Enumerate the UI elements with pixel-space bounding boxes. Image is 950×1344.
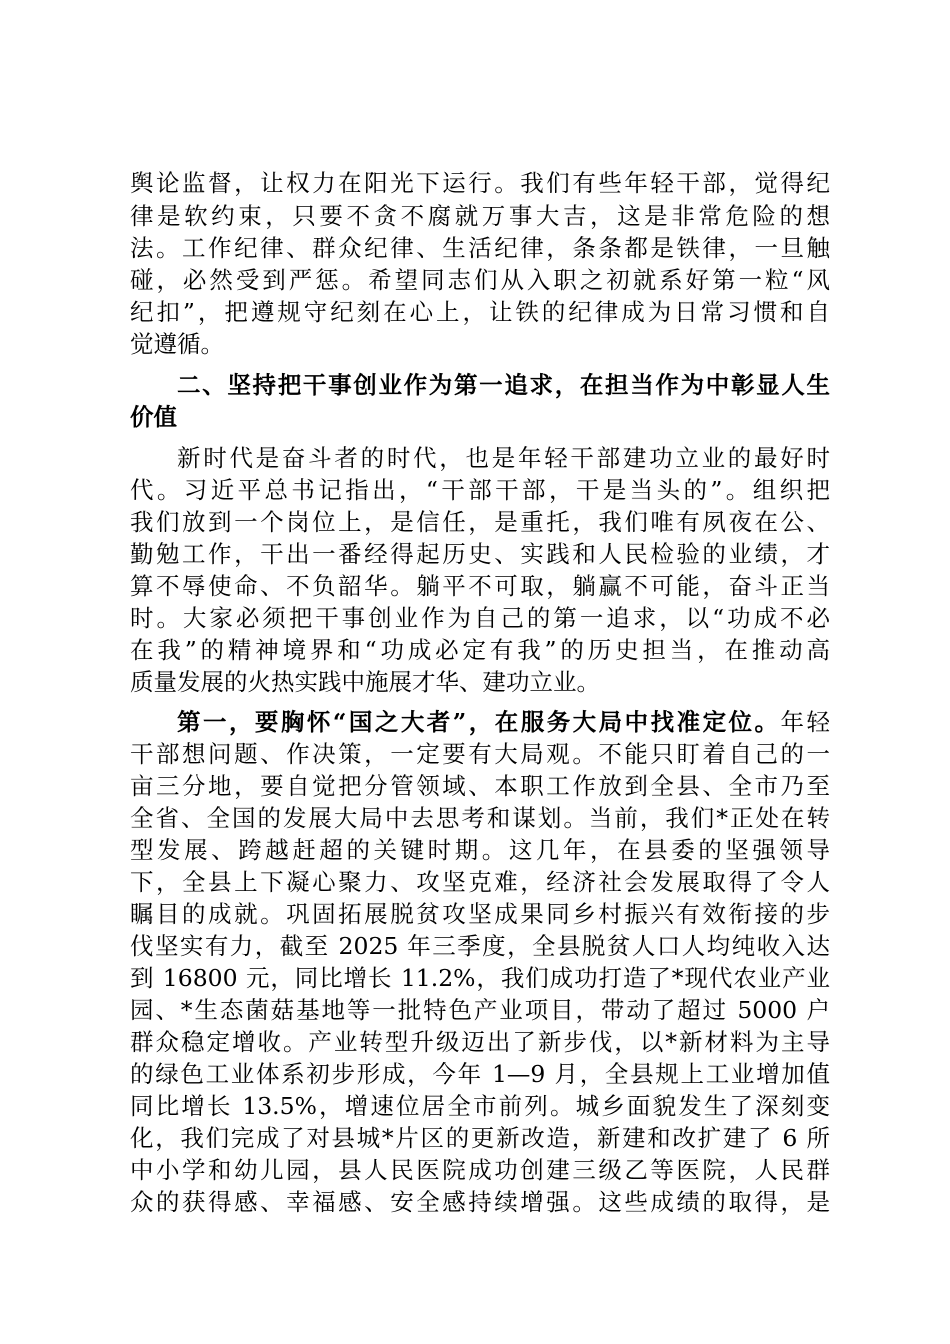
para3-line: 中小学和幼儿园，县人民医院成功创建三级乙等医院，人民群 [130,1156,830,1184]
para3-line: 众的获得感、幸福感、安全感持续增强。这些成绩的取得，是 [130,1188,830,1216]
para3-line: 群众稳定增收。产业转型升级迈出了新步伐，以*新材料为主导 [130,1028,830,1056]
para1-line: 舆论监督，让权力在阳光下运行。我们有些年轻干部，觉得纪 [130,169,830,197]
para1-line: 纪扣”，把遵规守纪刻在心上，让铁的纪律成为日常习惯和自 [130,298,830,326]
para1-line: 法。工作纪律、群众纪律、生活纪律，条条都是铁律，一旦触 [130,234,830,262]
para1-line: 觉遵循。 [130,330,224,358]
para3-line: 的绿色工业体系初步形成，今年 1—9 月，全县规上工业增加值 [130,1060,830,1088]
para2-line: 代。习近平总书记指出，“干部干部，干是当头的”。组织把 [130,476,830,504]
para2-line: 质量发展的火热实践中施展才华、建功立业。 [130,668,600,696]
para2-line: 我们放到一个岗位上，是信任，是重托，我们唯有夙夜在公、 [130,508,830,536]
para3-line: 到 16800 元，同比增长 11.2%，我们成功打造了*现代农业产业 [130,964,830,992]
para3-line: 干部想问题、作决策，一定要有大局观。不能只盯着自己的一 [130,740,830,768]
para3-line: 化，我们完成了对县城*片区的更新改造，新建和改扩建了 6 所 [130,1124,830,1152]
para1-line: 碰，必然受到严惩。希望同志们从入职之初就系好第一粒“风 [130,266,830,294]
para3-line: 全省、全国的发展大局中去思考和谋划。当前，我们*正处在转 [130,804,830,832]
para2-line: 在我”的精神境界和“功成必定有我”的历史担当，在推动高 [130,636,830,664]
section-heading: 二、坚持把干事创业作为第一追求，在担当作为中彰显人生 [177,371,830,399]
para3-line: 下，全县上下凝心聚力、攻坚克难，经济社会发展取得了令人 [130,868,830,896]
para3-line: 园、*生态菌菇基地等一批特色产业项目，带动了超过 5000 户 [130,996,830,1024]
para3-first-line [177,706,830,739]
para3-line: 亩三分地，要自觉把分管领域、本职工作放到全县、全市乃至 [130,772,830,800]
section-heading: 价值 [130,403,177,431]
para2-line: 算不辱使命、不负韶华。躺平不可取，躺赢不可能，奋斗正当 [130,572,830,600]
para3-line: 伐坚实有力，截至 2025 年三季度，全县脱贫人口人均纯收入达 [130,932,830,960]
para3-line: 同比增长 13.5%，增速位居全市前列。城乡面貌发生了深刻变 [130,1092,830,1120]
para1-line: 律是软约束，只要不贪不腐就万事大吉，这是非常危险的想 [130,202,830,230]
para2-line: 时。大家必须把干事创业作为自己的第一追求，以“功成不必 [130,604,830,632]
para2-line: 勤勉工作，干出一番经得起历史、实践和人民检验的业绩，才 [130,540,830,568]
para3-line: 瞩目的成就。巩固拓展脱贫攻坚成果同乡村振兴有效衔接的步 [130,900,830,928]
para3-line: 型发展、跨越赶超的关键时期。这几年，在县委的坚强领导 [130,836,830,864]
para2-line: 新时代是奋斗者的时代，也是年轻干部建功立业的最好时 [177,444,830,472]
para3-lead-rest: 年轻 [780,708,830,736]
para3-bold-lead: 第一，要胸怀“国之大者”，在服务大局中找准定位。 [177,708,781,736]
